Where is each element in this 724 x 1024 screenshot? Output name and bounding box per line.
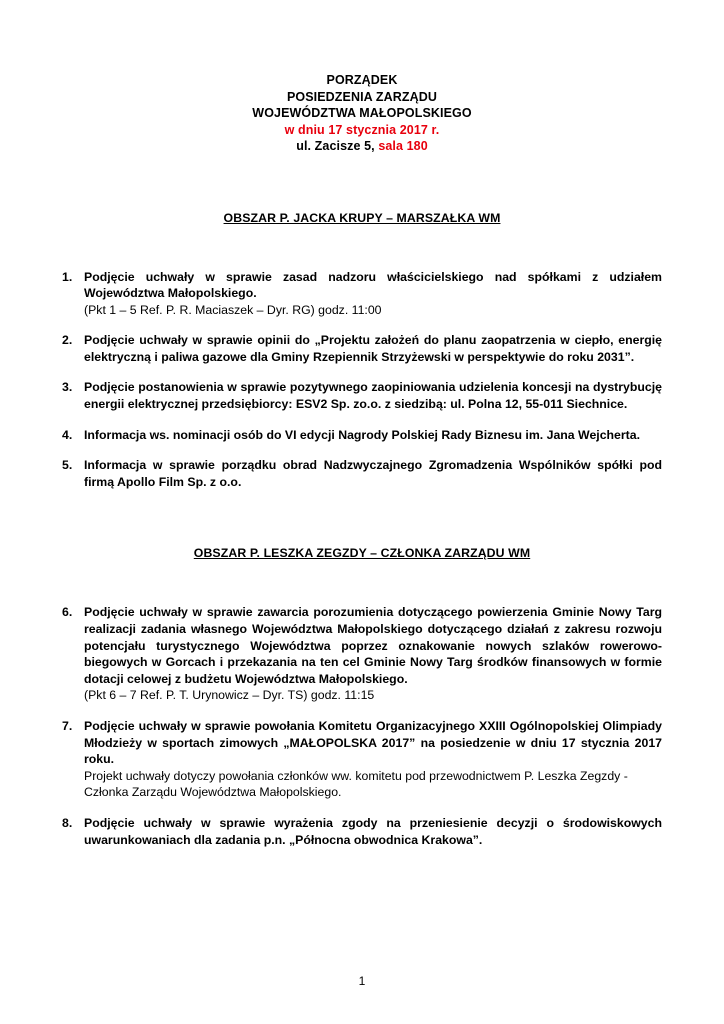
agenda-item-text: Podjęcie uchwały w sprawie powołania Komitetu Organizacyjnego XXIII Ogólnopolskiej Olimpiady Młodzieży w sportach zimowych „MAŁOPOLSKA 2017” na posiedzenie w dniu 17 stycznia 2017 roku. <box>84 719 662 767</box>
section-title-2: OBSZAR P. LESZKA ZEGZDY – CZŁONKA ZARZĄDU WM <box>193 546 531 561</box>
agenda-item-number: 5. <box>62 458 73 473</box>
header-location-room: sala 180 <box>378 139 428 153</box>
section-title-1: OBSZAR P. JACKA KRUPY – MARSZAŁKA WM <box>223 210 501 225</box>
agenda-item-body <box>84 379 662 412</box>
agenda-item <box>62 269 662 319</box>
agenda-item-number: 3. <box>62 380 73 395</box>
header-location-street: ul. Zacisze 5, <box>296 139 379 153</box>
agenda-item-body <box>84 718 662 801</box>
agenda-item <box>62 718 662 801</box>
agenda-item-number: 7. <box>62 719 73 733</box>
agenda-item <box>62 457 662 490</box>
agenda-item-text: Podjęcie uchwały w sprawie opinii do „Projektu założeń do planu zaopatrzenia w ciepło, energię elektryczną i paliwa gazowe dla Gminy Rzepiennik Strzyżewski w perspektywie do roku 2031”. <box>84 333 662 364</box>
agenda-item-note: (Pkt 1 – 5 Ref. P. R. Maciaszek – Dyr. RG) godz. 11:00 <box>84 302 382 317</box>
agenda-item-body <box>84 604 662 704</box>
agenda-item-body <box>84 332 662 365</box>
agenda-item <box>62 332 662 365</box>
agenda-item-text: Informacja w sprawie porządku obrad Nadzwyczajnego Zgromadzenia Wspólników spółki pod firmą Apollo Film Sp. z o.o. <box>84 458 662 489</box>
page-number: 1 <box>358 974 366 988</box>
agenda-item <box>62 815 662 848</box>
agenda-item-text: Podjęcie uchwały w sprawie wyrażenia zgody na przeniesienie decyzji o środowiskowych uwarunkowaniach dla zadania p.n. „Północna obwodnica Krakowa”. <box>84 815 662 847</box>
agenda-item-number: 8. <box>62 815 73 830</box>
header-line-1: PORZĄDEK <box>326 73 398 87</box>
header-location <box>62 138 662 155</box>
agenda-item <box>62 427 662 444</box>
agenda-item-number: 6. <box>62 605 73 620</box>
agenda-item <box>62 379 662 412</box>
header-line-2: POSIEDZENIA ZARZĄDU <box>286 89 438 104</box>
agenda-item-number: 1. <box>62 269 73 284</box>
header-date: w dniu 17 stycznia 2017 r. <box>284 122 440 137</box>
header-line-3: WOJEWÓDZTWA MAŁOPOLSKIEGO <box>252 106 472 120</box>
agenda-item-text: Podjęcie uchwały w sprawie zasad nadzoru właścicielskiego nad spółkami z udziałem Województwa Małopolskiego. <box>84 269 662 301</box>
agenda-item-note: (Pkt 6 – 7 Ref. P. T. Urynowicz – Dyr. TS) godz. 11:15 <box>84 688 375 703</box>
agenda-item-note: Projekt uchwały dotyczy powołania członków ww. komitetu pod przewodnictwem P. Leszka Zegzdy - Członka Zarządu Województwa Małopolskiego. <box>84 768 628 800</box>
agenda-item-text: Podjęcie postanowienia w sprawie pozytywnego zaopiniowania udzielenia koncesji na dystrybucję energii elektrycznej przedsiębiorcy: ESV2 Sp. zo.o. z siedzibą: ul. Polna 12, 55-011 Siechnice. <box>84 380 662 412</box>
agenda-item-body <box>84 815 662 848</box>
agenda-item-body <box>84 427 662 444</box>
agenda-item-body <box>84 457 662 490</box>
agenda-item-body <box>84 269 662 319</box>
agenda-item-number: 4. <box>62 427 73 442</box>
agenda-item-text: Podjęcie uchwały w sprawie zawarcia porozumienia dotyczącego powierzenia Gminie Nowy Targ realizacji zadania własnego Województwa Małopolskiego dotyczącego działań z zakresu rozwoju potencjału turystycznego Województwa poprzez oznakowanie nowych szlaków rowerowo-biegowych w Gorcach i przekazania na ten cel Gminie Nowy Targ środków finansowych w formie dotacji celowej z budżetu Województwa Małopolskiego. <box>84 605 662 686</box>
agenda-item <box>62 604 662 704</box>
agenda-item-number: 2. <box>62 333 73 348</box>
document-header <box>62 72 662 155</box>
agenda-item-text: Informacja ws. nominacji osób do VI edycji Nagrody Polskiej Rady Biznesu im. Jana Wejcherta. <box>84 427 641 442</box>
